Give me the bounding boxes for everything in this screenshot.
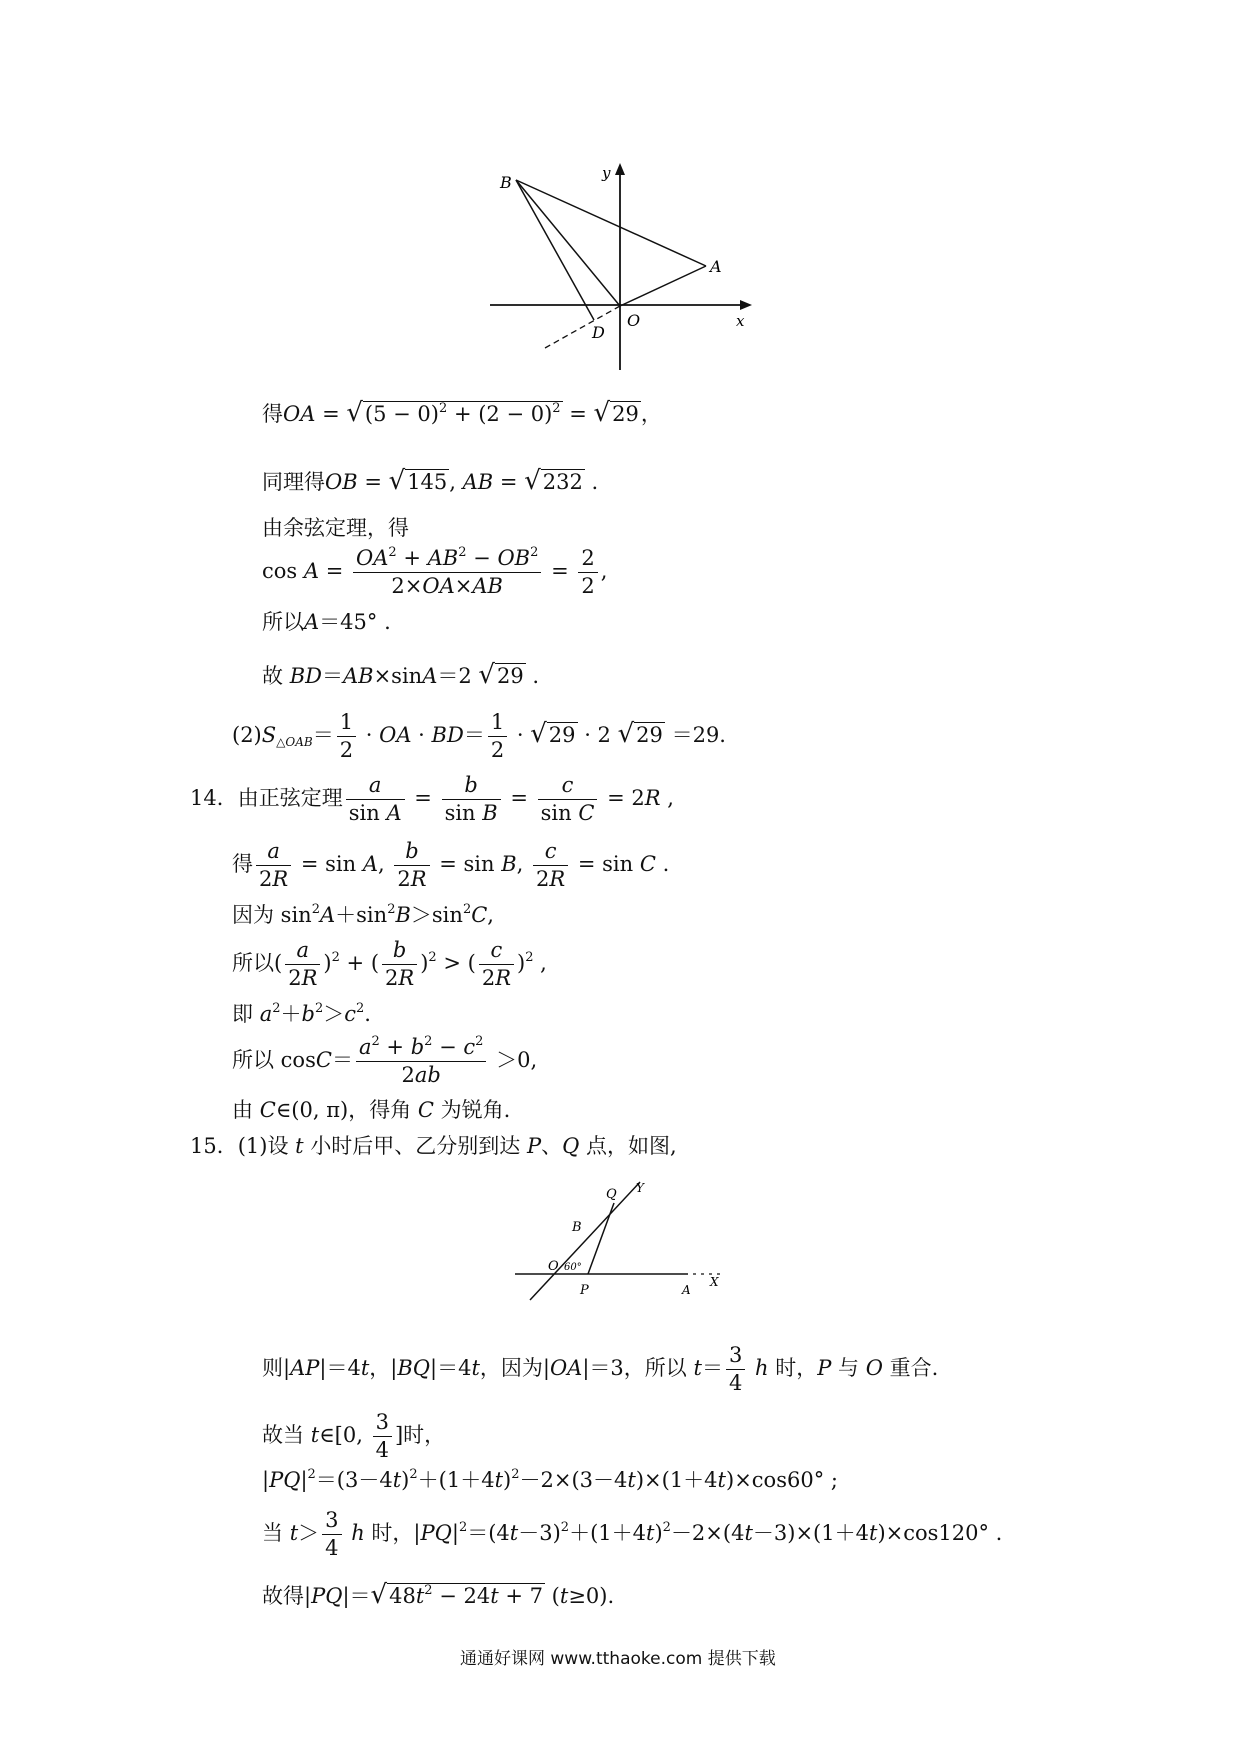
- s15-intro: 15．(1)设 t 小时后甲、乙分别到达 P、Q 点，如图,: [190, 1134, 677, 1158]
- bd-length-line: 故 BD＝AB×sinA＝2 √29 .: [262, 660, 540, 690]
- angle-a-line: 所以A＝45° .: [262, 610, 391, 634]
- motion-figure: [510, 1180, 740, 1300]
- s15-interval: 故当 t∈[0, $\frac{3}{4}$ ]时，: [262, 1410, 446, 1462]
- label-P: P: [580, 1283, 589, 1298]
- page-footer: 通通好课网 www.tthaoke.com 提供下载: [460, 1649, 776, 1669]
- s14-side-inequality: 即 $a^2+b^2>c^2$.: [232, 1001, 371, 1026]
- s15-pq-cos120: 当 t＞ $\frac{3}{4}$ h 时，$|PQ|^2=(4t-3)^2+(1+4t)^2-2\times(4t-3)\times(1+4t)\times\cos 120^\circ$ .: [262, 1508, 1003, 1560]
- label-X: X: [710, 1275, 719, 1289]
- label-Q: Q: [606, 1187, 617, 1202]
- s14-ratios: 得 $\frac{a}{2R}$ = sin A, $\frac{b}{2R}$ = sin B, $\frac{c}{2R}$ = sin C .: [232, 839, 670, 891]
- label-D: D: [592, 323, 605, 342]
- s14-squared-ratios: 所以( $\frac{a}{2R}$ )$^2$ + ( $\frac{b}{2R}$ )$^2$ > ( $\frac{c}{2R}$ )$^2$ ,: [232, 938, 547, 990]
- s15-distances: 则|AP|＝4t，|BQ|＝4t，因为|OA|＝3，所以 t＝ $\frac{3}{4}$ h 时，P 与 O 重合.: [262, 1343, 939, 1395]
- label-O2: O: [548, 1259, 559, 1274]
- label-60: 60°: [564, 1262, 582, 1273]
- label-A: A: [710, 257, 722, 276]
- s14-inequality: 因为 $\sin^2A+\sin^2B>\sin^2C$,: [232, 902, 494, 927]
- s14-cos-c: 所以 cosC＝ $\frac{a^2 + b^2 - c^2}{2ab}$ ＞0,: [232, 1034, 538, 1087]
- label-A2: A: [682, 1283, 691, 1297]
- s15-pq-cos60: $|PQ|^2=(3-4t)^2+(1+4t)^2-2\times(3-4t)\times(1+4t)\times\cos 60^\circ$ ;: [262, 1467, 838, 1492]
- label-Y: Y: [636, 1181, 644, 1195]
- s15-result: 故得$|PQ|=√48t^2 - 24t + 7$ (t≥0).: [262, 1580, 615, 1610]
- label-B: B: [500, 173, 512, 192]
- ob-ab-length-line: 同理得OB = √145, AB = √232 .: [262, 466, 599, 496]
- cosine-law-line: 由余弦定理，得: [262, 516, 409, 540]
- label-x: x: [736, 312, 745, 330]
- area-oab-line: $(2)S_{\triangle OAB}=$ $\frac{1}{2}$ · OA · BD＝ $\frac{1}{2}$ · √29 · 2 √29 ＝29.: [232, 710, 726, 762]
- label-B2: B: [572, 1220, 582, 1235]
- s14-sine-law: 14．由正弦定理 $\frac{a}{\text{sin A}}$ = $\frac{b}{\text{sin B}}$ = $\frac{c}{\text{sin C}}$ = 2R ,: [190, 773, 674, 825]
- label-y: y: [602, 164, 611, 182]
- triangle-coordinate-figure: [490, 160, 760, 370]
- cos-a-formula: cos A = $\frac{OA^2 + AB^2 - OB^2}{2\times OA\times AB}$ = $\frac{2}{2}$ ,: [262, 545, 608, 598]
- label-O: O: [627, 311, 641, 330]
- s14-conclusion: 由 C∈(0, π)，得角 C 为锐角.: [232, 1098, 511, 1122]
- oa-length-line: 得OA = $√(5 - 0)^2 + (2 - 0)^2 = √29$，: [262, 398, 662, 428]
